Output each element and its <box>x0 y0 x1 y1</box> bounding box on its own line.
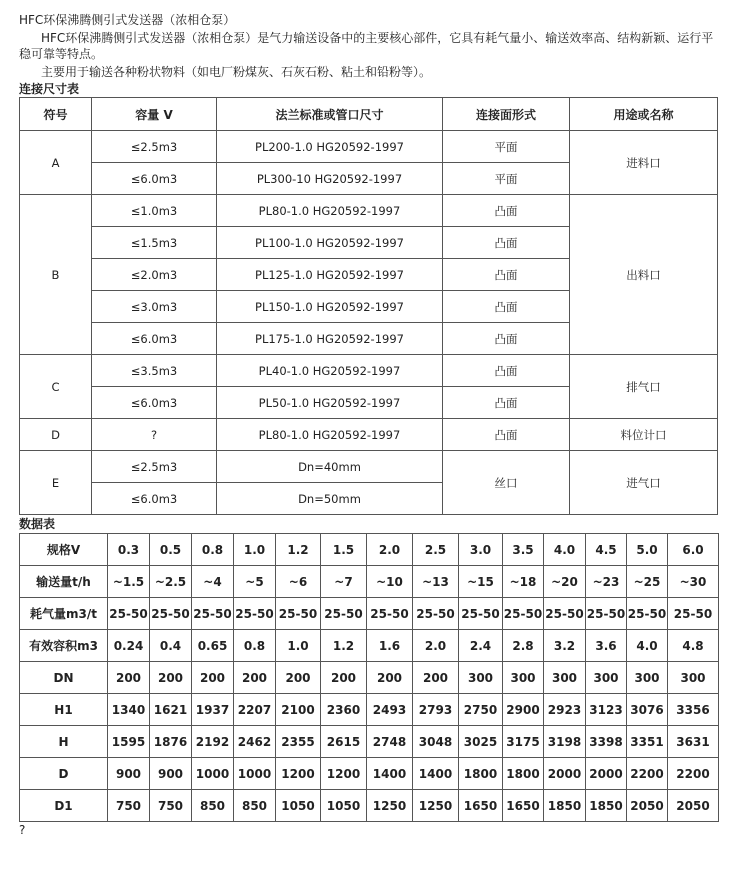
data-cell: 1.2 <box>321 630 367 662</box>
data-cell: 1621 <box>150 694 192 726</box>
data-cell: 1.0 <box>234 534 276 566</box>
usage-paragraph: 主要用于输送各种粉状物料（如电厂粉煤灰、石灰石粉、粘土和铅粉等）。 <box>41 65 432 79</box>
face-cell: 平面 <box>443 131 570 163</box>
row-label: 有效容积m3 <box>20 630 108 662</box>
data-cell: 1250 <box>413 790 459 822</box>
data-cell: 0.5 <box>150 534 192 566</box>
data-cell: 2793 <box>413 694 459 726</box>
row-label: 输送量t/h <box>20 566 108 598</box>
table-row <box>20 451 718 483</box>
table-row <box>20 790 719 822</box>
data-cell: 3398 <box>586 726 627 758</box>
data-cell: 3351 <box>627 726 668 758</box>
data-cell: 25-50 <box>627 598 668 630</box>
capacity-cell: ≤6.0m3 <box>92 163 217 195</box>
data-cell: ~25 <box>627 566 668 598</box>
data-cell: 0.24 <box>108 630 150 662</box>
capacity-cell: ≤6.0m3 <box>92 323 217 355</box>
data-cell: 2493 <box>367 694 413 726</box>
data-table-body <box>20 534 719 822</box>
data-cell: 2462 <box>234 726 276 758</box>
data-cell: 25-50 <box>586 598 627 630</box>
data-cell: 200 <box>234 662 276 694</box>
data-cell: 2748 <box>367 726 413 758</box>
data-cell: 1595 <box>108 726 150 758</box>
flange-cell: PL100-1.0 HG20592-1997 <box>217 227 443 259</box>
table-row <box>20 566 719 598</box>
connection-size-table <box>19 97 718 515</box>
table-row <box>20 131 718 163</box>
data-cell: 25-50 <box>367 598 413 630</box>
data-cell: 300 <box>459 662 503 694</box>
data-cell: 300 <box>503 662 544 694</box>
usage-cell: 进气口 <box>570 451 718 515</box>
data-cell: 4.0 <box>544 534 586 566</box>
table-row <box>20 598 719 630</box>
flange-cell: PL300-10 HG20592-1997 <box>217 163 443 195</box>
data-cell: 3.2 <box>544 630 586 662</box>
data-cell: ~23 <box>586 566 627 598</box>
data-cell: 3048 <box>413 726 459 758</box>
data-cell: 1000 <box>234 758 276 790</box>
data-cell: 200 <box>150 662 192 694</box>
table-row <box>20 694 719 726</box>
data-cell: 2900 <box>503 694 544 726</box>
row-label: D1 <box>20 790 108 822</box>
capacity-cell: ? <box>92 419 217 451</box>
data-cell: 2750 <box>459 694 503 726</box>
data-cell: 1050 <box>321 790 367 822</box>
header-symbol: 符号 <box>20 98 92 131</box>
symbol-cell: E <box>20 451 92 515</box>
header-flange: 法兰标准或管口尺寸 <box>217 98 443 131</box>
capacity-cell: ≤2.5m3 <box>92 451 217 483</box>
data-cell: 1250 <box>367 790 413 822</box>
data-cell: 0.8 <box>234 630 276 662</box>
capacity-cell: ≤1.0m3 <box>92 195 217 227</box>
data-cell: 900 <box>108 758 150 790</box>
row-label: H <box>20 726 108 758</box>
data-cell: 1.2 <box>276 534 321 566</box>
data-cell: 2100 <box>276 694 321 726</box>
data-cell: 1340 <box>108 694 150 726</box>
header-face: 连接面形式 <box>443 98 570 131</box>
data-cell: ~20 <box>544 566 586 598</box>
symbol-cell: B <box>20 195 92 355</box>
data-cell: ~4 <box>192 566 234 598</box>
data-cell: 3631 <box>668 726 719 758</box>
data-cell: 25-50 <box>276 598 321 630</box>
data-cell: 2.0 <box>413 630 459 662</box>
data-cell: ~7 <box>321 566 367 598</box>
flange-cell: PL175-1.0 HG20592-1997 <box>217 323 443 355</box>
data-cell: 3025 <box>459 726 503 758</box>
intro-paragraph: HFC环保沸腾侧引式发送器（浓相仓泵）是气力输送设备中的主要核心部件，它具有耗气量小、输送效率高、结构新颖、运行平稳可靠等特点。 <box>19 31 714 61</box>
table-row <box>20 355 718 387</box>
data-cell: 4.0 <box>627 630 668 662</box>
table-row <box>20 758 719 790</box>
data-cell: 1.6 <box>367 630 413 662</box>
face-cell: 平面 <box>443 163 570 195</box>
data-cell: 3.5 <box>503 534 544 566</box>
data-cell: 0.3 <box>108 534 150 566</box>
flange-cell: Dn=50mm <box>217 483 443 515</box>
data-cell: 750 <box>150 790 192 822</box>
row-label: DN <box>20 662 108 694</box>
data-cell: 850 <box>192 790 234 822</box>
data-cell: 25-50 <box>234 598 276 630</box>
data-cell: ~15 <box>459 566 503 598</box>
data-cell: 2050 <box>668 790 719 822</box>
face-cell: 凸面 <box>443 387 570 419</box>
capacity-cell: ≤2.0m3 <box>92 259 217 291</box>
data-cell: 25-50 <box>413 598 459 630</box>
face-cell: 凸面 <box>443 355 570 387</box>
data-cell: 1200 <box>276 758 321 790</box>
symbol-cell: A <box>20 131 92 195</box>
data-cell: 200 <box>321 662 367 694</box>
header-usage: 用途或名称 <box>570 98 718 131</box>
data-cell: 0.65 <box>192 630 234 662</box>
data-cell: 25-50 <box>668 598 719 630</box>
capacity-cell: ≤6.0m3 <box>92 483 217 515</box>
page-title: HFC环保沸腾侧引式发送器（浓相仓泵） <box>19 13 236 27</box>
data-cell: 25-50 <box>321 598 367 630</box>
data-cell: ~6 <box>276 566 321 598</box>
data-cell: 1876 <box>150 726 192 758</box>
connection-table-body <box>20 131 718 515</box>
flange-cell: Dn=40mm <box>217 451 443 483</box>
flange-cell: PL200-1.0 HG20592-1997 <box>217 131 443 163</box>
spec-data-table <box>19 533 719 822</box>
table-row <box>20 534 719 566</box>
usage-cell: 料位计口 <box>570 419 718 451</box>
capacity-cell: ≤3.0m3 <box>92 291 217 323</box>
flange-cell: PL50-1.0 HG20592-1997 <box>217 387 443 419</box>
data-cell: 1400 <box>413 758 459 790</box>
flange-cell: PL150-1.0 HG20592-1997 <box>217 291 443 323</box>
data-cell: 3198 <box>544 726 586 758</box>
face-cell: 丝口 <box>443 451 570 515</box>
capacity-cell: ≤3.5m3 <box>92 355 217 387</box>
data-cell: ~13 <box>413 566 459 598</box>
data-cell: 4.5 <box>586 534 627 566</box>
row-label: 规格V <box>20 534 108 566</box>
data-cell: 2.5 <box>413 534 459 566</box>
flange-cell: PL80-1.0 HG20592-1997 <box>217 419 443 451</box>
capacity-cell: ≤6.0m3 <box>92 387 217 419</box>
flange-cell: PL80-1.0 HG20592-1997 <box>217 195 443 227</box>
data-cell: 2.8 <box>503 630 544 662</box>
data-cell: 0.8 <box>192 534 234 566</box>
symbol-cell: D <box>20 419 92 451</box>
face-cell: 凸面 <box>443 227 570 259</box>
usage-cell: 进料口 <box>570 131 718 195</box>
data-cell: 2192 <box>192 726 234 758</box>
data-cell: 1000 <box>192 758 234 790</box>
data-cell: 5.0 <box>627 534 668 566</box>
data-cell: 25-50 <box>150 598 192 630</box>
data-cell: 200 <box>367 662 413 694</box>
data-cell: 3.0 <box>459 534 503 566</box>
data-cell: 1050 <box>276 790 321 822</box>
face-cell: 凸面 <box>443 259 570 291</box>
data-cell: 300 <box>627 662 668 694</box>
usage-cell: 出料口 <box>570 195 718 355</box>
data-cell: ~5 <box>234 566 276 598</box>
table-row <box>20 726 719 758</box>
data-cell: 2000 <box>586 758 627 790</box>
data-cell: ~10 <box>367 566 413 598</box>
data-cell: 1200 <box>321 758 367 790</box>
data-cell: 2200 <box>668 758 719 790</box>
data-table-heading: 数据表 <box>19 517 56 531</box>
data-cell: 25-50 <box>459 598 503 630</box>
data-cell: 25-50 <box>503 598 544 630</box>
data-cell: 2355 <box>276 726 321 758</box>
flange-cell: PL40-1.0 HG20592-1997 <box>217 355 443 387</box>
data-cell: 2.0 <box>367 534 413 566</box>
data-cell: 3.6 <box>586 630 627 662</box>
data-cell: 6.0 <box>668 534 719 566</box>
row-label: D <box>20 758 108 790</box>
data-cell: 750 <box>108 790 150 822</box>
data-cell: 1800 <box>459 758 503 790</box>
data-cell: 1937 <box>192 694 234 726</box>
data-cell: 1850 <box>544 790 586 822</box>
data-cell: 1.5 <box>321 534 367 566</box>
face-cell: 凸面 <box>443 291 570 323</box>
data-cell: 1850 <box>586 790 627 822</box>
symbol-cell: C <box>20 355 92 419</box>
row-label: H1 <box>20 694 108 726</box>
table-row <box>20 630 719 662</box>
data-cell: 200 <box>108 662 150 694</box>
data-cell: 2000 <box>544 758 586 790</box>
data-cell: 0.4 <box>150 630 192 662</box>
face-cell: 凸面 <box>443 323 570 355</box>
capacity-cell: ≤2.5m3 <box>92 131 217 163</box>
connection-table-heading: 连接尺寸表 <box>19 82 80 96</box>
capacity-cell: ≤1.5m3 <box>92 227 217 259</box>
header-capacity: 容量 V <box>92 98 217 131</box>
data-cell: 300 <box>586 662 627 694</box>
data-cell: 3175 <box>503 726 544 758</box>
data-cell: 2050 <box>627 790 668 822</box>
data-cell: 900 <box>150 758 192 790</box>
data-cell: 3356 <box>668 694 719 726</box>
data-cell: 200 <box>413 662 459 694</box>
data-cell: ~1.5 <box>108 566 150 598</box>
data-cell: ~2.5 <box>150 566 192 598</box>
data-cell: 3123 <box>586 694 627 726</box>
data-cell: 1650 <box>503 790 544 822</box>
data-cell: 1.0 <box>276 630 321 662</box>
data-cell: ~30 <box>668 566 719 598</box>
data-cell: 25-50 <box>192 598 234 630</box>
data-cell: 2360 <box>321 694 367 726</box>
data-cell: 850 <box>234 790 276 822</box>
data-cell: 25-50 <box>544 598 586 630</box>
data-cell: 2.4 <box>459 630 503 662</box>
table-header-row <box>20 98 718 131</box>
data-cell: 300 <box>544 662 586 694</box>
data-cell: 4.8 <box>668 630 719 662</box>
data-cell: 200 <box>192 662 234 694</box>
table-row <box>20 195 718 227</box>
data-cell: 300 <box>668 662 719 694</box>
footer-mark: ? <box>19 823 26 837</box>
data-cell: 1800 <box>503 758 544 790</box>
table-row <box>20 419 718 451</box>
data-cell: 1650 <box>459 790 503 822</box>
data-cell: 3076 <box>627 694 668 726</box>
face-cell: 凸面 <box>443 195 570 227</box>
data-cell: 2923 <box>544 694 586 726</box>
data-cell: 200 <box>276 662 321 694</box>
data-cell: 1400 <box>367 758 413 790</box>
flange-cell: PL125-1.0 HG20592-1997 <box>217 259 443 291</box>
data-cell: 2615 <box>321 726 367 758</box>
usage-cell: 排气口 <box>570 355 718 419</box>
face-cell: 凸面 <box>443 419 570 451</box>
data-cell: ~18 <box>503 566 544 598</box>
data-cell: 2200 <box>627 758 668 790</box>
data-cell: 25-50 <box>108 598 150 630</box>
data-cell: 2207 <box>234 694 276 726</box>
table-row <box>20 662 719 694</box>
row-label: 耗气量m3/t <box>20 598 108 630</box>
